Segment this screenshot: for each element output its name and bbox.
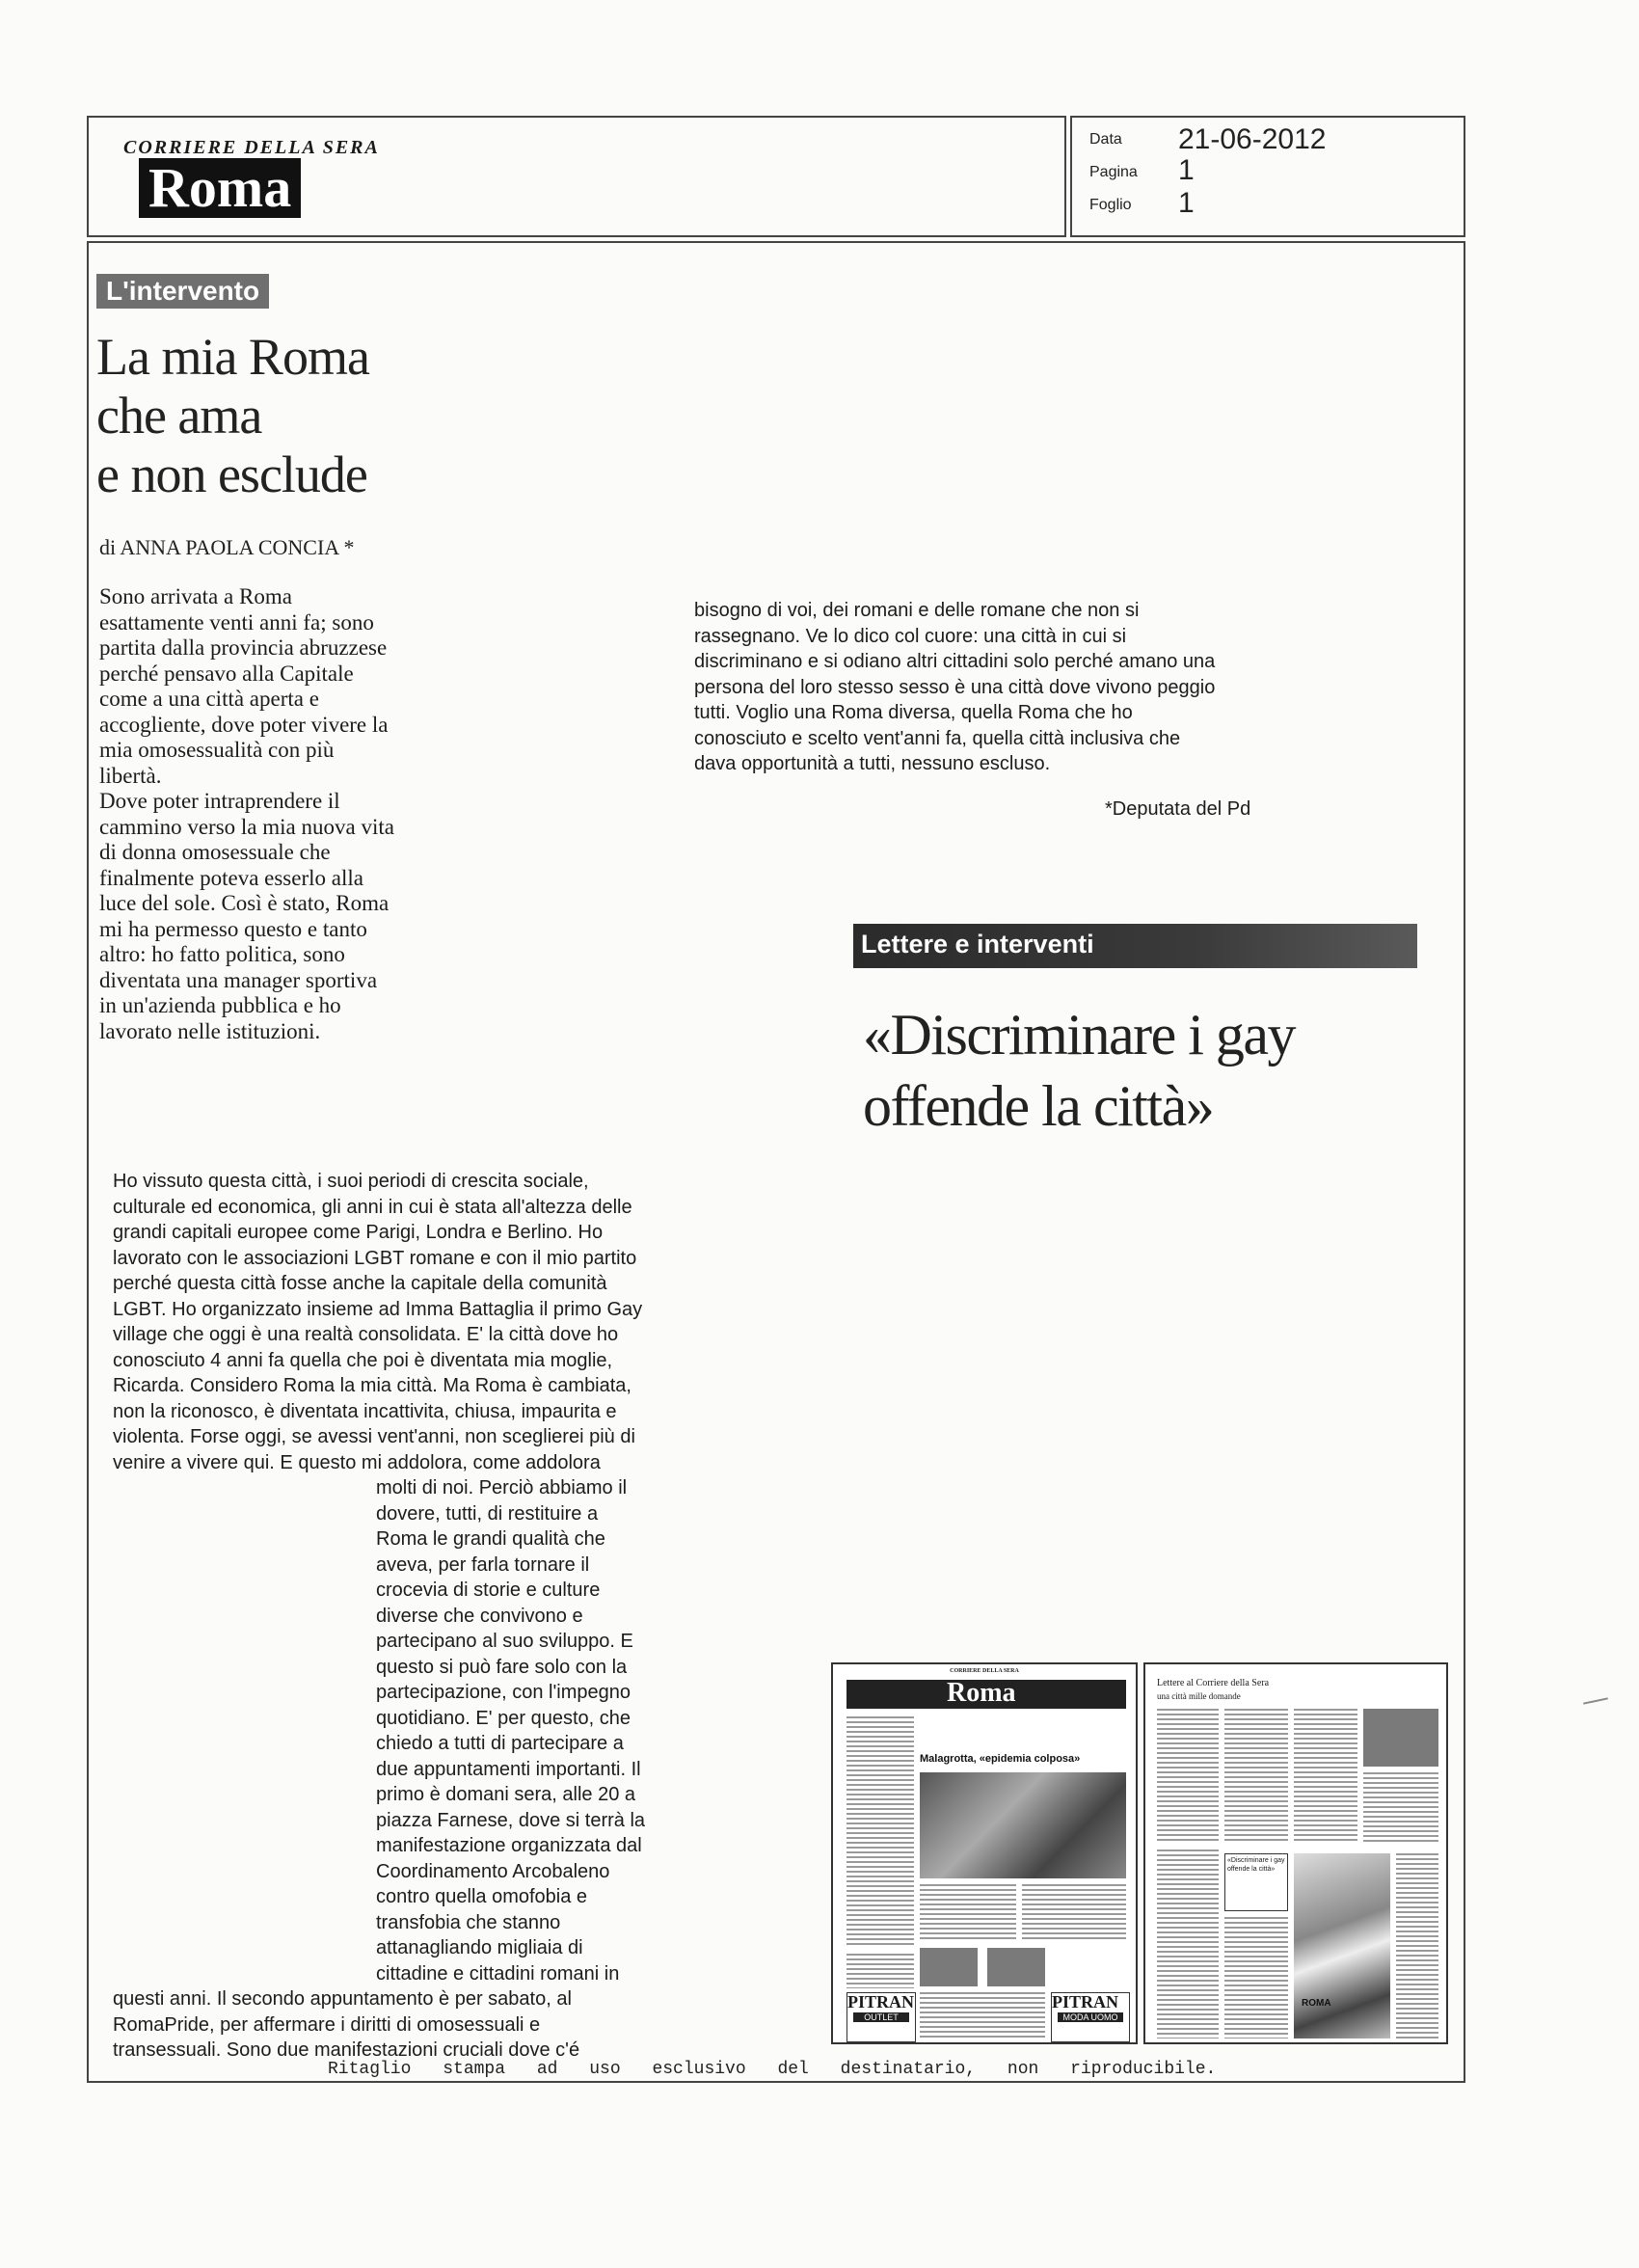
thumb-column xyxy=(1224,1709,1288,1844)
letters-tag: Lettere e interventi xyxy=(861,930,1094,958)
thumb-edition: Roma xyxy=(947,1678,1016,1708)
edition-name: Roma xyxy=(139,158,301,218)
thumb-column xyxy=(846,1954,914,1988)
thumb-boxed-letter: «Discriminare i gay offende la città» xyxy=(1224,1853,1288,1911)
date-value: 21-06-2012 xyxy=(1178,123,1327,155)
page-label: Pagina xyxy=(1089,164,1138,180)
thumb-column xyxy=(1294,1709,1357,1844)
thumb-photo xyxy=(920,1948,978,1986)
masthead-frame xyxy=(87,116,1066,237)
title-line: La mia Roma xyxy=(96,328,369,386)
thumb-photo xyxy=(920,1772,1126,1878)
body-end: questi anni. Il secondo appuntamento è per sabato, al RomaPride, per affermare i diritti di omosessuali e transessuali. Sono due manifestazioni cruciali dove c'é xyxy=(113,1988,580,2061)
body-wide: Ho vissuto questa città, i suoi periodi di crescita sociale, culturale ed economica, gli anni in cui è stata all'altezza delle grandi capitali europee come Parigi, Londra e Berlino. Ho lavorato con le associazioni LGBT romane e con il mio partito perché questa città fosse anche la capitale della comunità LGBT. Ho organizzato insieme ad Imma Battaglia il primo Gay village che oggi è una realtà consolidata. E' la città dove ho conosciuto 4 anni fa quella che poi è diventata mia moglie, Ricarda. Considero Roma la mia città. Ma Roma è cambiata, non la riconosco, è diventata incattivita, chiusa, impaurita e violenta. Forse oggi, se avessi vent'anni, non sceglierei più di venire a vivere qui. E questo mi addolora, come addolora xyxy=(113,1171,643,1473)
thumb-column xyxy=(846,1716,914,1948)
body-narrow: molti di noi. Perciò abbiamo il dovere, tutti, di restituire a Roma le grandi qualità che aveva, per farla tornare il crocevia di storie e culture diverse che convivono e partecipano al suo sviluppo. E questo si può fare solo con la partecipazione, con l'impegno quotidiano. E' per questo, che chiedo a tutti di partecipare a due appuntamenti importanti. Il primo è domani sera, alle 20 a piazza Farnese, dove si terrà la manifestazione organizzata dal Coordinamento Arcobaleno contro quella omofobia e transfobia che stanno attanagliando migliaia di cittadine e cittadini romani in xyxy=(376,1477,646,1984)
title-line: e non esclude xyxy=(96,446,367,503)
sheet-label: Foglio xyxy=(1089,197,1132,213)
thumb-ad-left xyxy=(846,1992,916,2042)
letters-headline: «Discriminare i gay offende la città» xyxy=(863,1003,1296,1138)
thumb-column xyxy=(1363,1772,1438,1844)
thumb-title: Lettere al Corriere della Sera xyxy=(1157,1678,1270,1688)
sheet-value: 1 xyxy=(1178,187,1195,219)
thumb-headline: Malagrotta, «epidemia colposa» xyxy=(920,1753,1081,1765)
thumb-photo xyxy=(987,1948,1045,1986)
author-footnote: *Deputata del Pd xyxy=(1105,798,1251,820)
title-line: che ama xyxy=(96,387,262,445)
margin-mark xyxy=(1583,1697,1608,1704)
clipping-notice: Ritaglio stampa ad uso esclusivo del destinatario, non riproducibile. xyxy=(328,2060,1217,2079)
letters-tag-bar xyxy=(853,924,1417,968)
thumb-column xyxy=(1022,1884,1126,1942)
article-title xyxy=(96,328,369,504)
thumb-column xyxy=(1224,1917,1288,2038)
section-tag: L'intervento xyxy=(96,274,269,309)
thumb-ad-right xyxy=(1051,1992,1130,2042)
thumb-illustration xyxy=(1294,1853,1390,2038)
footer-line xyxy=(87,2081,1465,2083)
thumb-column xyxy=(920,1884,1016,1942)
date-label: Data xyxy=(1089,131,1122,148)
thumb-column xyxy=(1157,1709,1219,1844)
newspaper-name: CORRIERE DELLA SERA xyxy=(123,137,380,158)
thumb-column xyxy=(920,1992,1045,2040)
lead-paragraph: Sono arrivata a Roma esattamente venti anni fa; sono partita dalla provincia abruzzese perché pensavo alla Capitale come a una città aperta e accogliente, dove poter vivere la mia omosessualità con più libertà. Dove poter intraprendere il cammino verso la mia nuova vita di donna omosessuale che finalmente poteva esserlo alla luce del sole. Così è stato, Roma mi ha permesso questo e tanto altro: ho fatto politica, sono diventata una manager sportiva in un'azienda pubblica e ho lavorato nelle istituzioni. xyxy=(99,584,394,1043)
thumb-promo: ROMA xyxy=(1302,1998,1331,2009)
body-continuation: bisogno di voi, dei romani e delle romane che non si rassegnano. Ve lo dico col cuore: una città in cui si discriminano e si odiano altri cittadini solo perché amano una persona del loro stesso sesso è una città dove vivono peggio tutti. Voglio una Roma diversa, quella Roma che ho conosciuto e scelto vent'anni fa, quella città inclusiva che dava opportunità a tutti, nessuno escluso. xyxy=(694,600,1216,774)
thumb-ad-right-box: MODA UOMO xyxy=(1058,2012,1123,2022)
thumb-photo xyxy=(1363,1709,1438,1767)
thumb-column xyxy=(1396,1853,1438,2038)
thumb-subtitle: una città mille domande xyxy=(1157,1691,1241,1701)
inner-page-thumbnail xyxy=(1143,1662,1448,2044)
thumb-ad-left-name: PITRAN xyxy=(847,1992,915,2012)
meta-frame xyxy=(1070,116,1465,237)
front-page-thumbnail xyxy=(831,1662,1138,2044)
thumb-ad-left-box: OUTLET xyxy=(853,2012,909,2022)
thumb-ad-right-name: PITRAN xyxy=(1052,1992,1119,2012)
byline: di ANNA PAOLA CONCIA * xyxy=(99,535,355,559)
thumb-column xyxy=(1157,1850,1219,2038)
page-value: 1 xyxy=(1178,154,1195,186)
thumb-paper-name: CORRIERE DELLA SERA xyxy=(950,1668,1019,1674)
